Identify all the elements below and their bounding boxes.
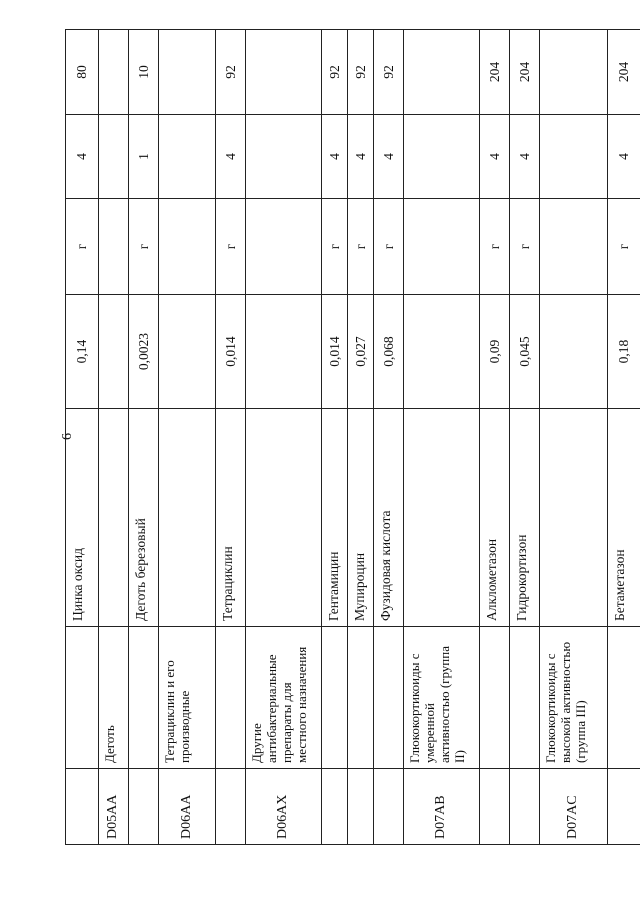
substance-cell: Гидрокортизон xyxy=(510,409,540,627)
group-cell: Другие антибактериальные препараты для местного назначения xyxy=(246,627,322,769)
substance-cell xyxy=(159,409,216,627)
group-cell: Глюкокортикоиды с высокой активностью (группа III) xyxy=(540,627,608,769)
substance-cell xyxy=(404,409,480,627)
table-body xyxy=(66,30,640,845)
substance-cell: Гентамицин xyxy=(322,409,348,627)
table-row xyxy=(246,30,322,845)
amount-cell: 0,0023 xyxy=(129,295,159,409)
code-cell xyxy=(348,769,374,845)
amount-cell: 0,068 xyxy=(374,295,404,409)
days-cell: 4 xyxy=(322,115,348,199)
amount-cell xyxy=(540,295,608,409)
table-row xyxy=(348,30,374,845)
amount-cell: 0,027 xyxy=(348,295,374,409)
amount-cell: 0,014 xyxy=(322,295,348,409)
price-cell xyxy=(404,30,480,115)
days-cell: 4 xyxy=(374,115,404,199)
table-row xyxy=(404,30,480,845)
days-cell: 4 xyxy=(510,115,540,199)
group-cell xyxy=(322,627,348,769)
price-cell: 92 xyxy=(374,30,404,115)
table-row xyxy=(129,30,159,845)
code-cell: D05AA xyxy=(99,769,129,845)
group-cell xyxy=(608,627,640,769)
table-row xyxy=(540,30,608,845)
days-cell: 4 xyxy=(216,115,246,199)
page-number: 6 xyxy=(60,433,75,440)
price-cell xyxy=(159,30,216,115)
rotated-page xyxy=(65,30,632,845)
table-row xyxy=(66,30,99,845)
unit-cell: г xyxy=(374,199,404,295)
price-cell: 204 xyxy=(510,30,540,115)
code-cell xyxy=(374,769,404,845)
amount-cell: 0,14 xyxy=(66,295,99,409)
table-row xyxy=(159,30,216,845)
price-cell xyxy=(246,30,322,115)
unit-cell: г xyxy=(348,199,374,295)
unit-cell: г xyxy=(480,199,510,295)
group-cell xyxy=(216,627,246,769)
unit-cell: г xyxy=(608,199,640,295)
code-cell xyxy=(608,769,640,845)
group-cell xyxy=(348,627,374,769)
group-cell xyxy=(66,627,99,769)
days-cell xyxy=(540,115,608,199)
substance-cell xyxy=(99,409,129,627)
amount-cell: 0,09 xyxy=(480,295,510,409)
table-row xyxy=(608,30,640,845)
amount-cell: 0,014 xyxy=(216,295,246,409)
code-cell xyxy=(129,769,159,845)
unit-cell: г xyxy=(129,199,159,295)
price-cell xyxy=(99,30,129,115)
code-cell xyxy=(216,769,246,845)
unit-cell: г xyxy=(66,199,99,295)
days-cell xyxy=(159,115,216,199)
group-cell: Деготь xyxy=(99,627,129,769)
group-cell: Тетрациклин и его производные xyxy=(159,627,216,769)
days-cell: 4 xyxy=(608,115,640,199)
table-row xyxy=(216,30,246,845)
amount-cell xyxy=(404,295,480,409)
days-cell xyxy=(99,115,129,199)
code-cell xyxy=(510,769,540,845)
substance-cell xyxy=(540,409,608,627)
price-cell: 92 xyxy=(322,30,348,115)
group-cell xyxy=(129,627,159,769)
table-row xyxy=(99,30,129,845)
price-cell: 80 xyxy=(66,30,99,115)
code-cell xyxy=(66,769,99,845)
days-cell: 4 xyxy=(480,115,510,199)
substance-cell: Деготь березовый xyxy=(129,409,159,627)
table-row xyxy=(374,30,404,845)
substance-cell: Алклометазон xyxy=(480,409,510,627)
code-cell xyxy=(480,769,510,845)
price-cell: 92 xyxy=(216,30,246,115)
substance-cell: Мупироцин xyxy=(348,409,374,627)
code-cell: D07AB xyxy=(404,769,480,845)
days-cell: 4 xyxy=(66,115,99,199)
unit-cell: г xyxy=(216,199,246,295)
unit-cell xyxy=(540,199,608,295)
code-cell: D06AX xyxy=(246,769,322,845)
price-cell xyxy=(540,30,608,115)
substance-cell: Фузидовая кислота xyxy=(374,409,404,627)
code-cell: D06AA xyxy=(159,769,216,845)
unit-cell xyxy=(159,199,216,295)
price-cell: 92 xyxy=(348,30,374,115)
unit-cell xyxy=(99,199,129,295)
amount-cell xyxy=(246,295,322,409)
days-cell xyxy=(404,115,480,199)
price-cell: 10 xyxy=(129,30,159,115)
days-cell xyxy=(246,115,322,199)
code-cell xyxy=(322,769,348,845)
drug-table xyxy=(65,29,640,845)
table-row xyxy=(480,30,510,845)
price-cell: 204 xyxy=(480,30,510,115)
table-row xyxy=(322,30,348,845)
unit-cell xyxy=(246,199,322,295)
substance-cell xyxy=(246,409,322,627)
substance-cell: Тетрациклин xyxy=(216,409,246,627)
days-cell: 4 xyxy=(348,115,374,199)
amount-cell: 0,045 xyxy=(510,295,540,409)
group-cell xyxy=(510,627,540,769)
days-cell: 1 xyxy=(129,115,159,199)
code-cell: D07AC xyxy=(540,769,608,845)
group-cell: Глюкокортикоиды с умеренной активностью (группа II) xyxy=(404,627,480,769)
unit-cell: г xyxy=(322,199,348,295)
amount-cell xyxy=(159,295,216,409)
substance-cell: Цинка оксид xyxy=(66,409,99,627)
amount-cell xyxy=(99,295,129,409)
amount-cell: 0,18 xyxy=(608,295,640,409)
unit-cell: г xyxy=(510,199,540,295)
substance-cell: Бетаметазон xyxy=(608,409,640,627)
group-cell xyxy=(480,627,510,769)
price-cell: 204 xyxy=(608,30,640,115)
unit-cell xyxy=(404,199,480,295)
table-row xyxy=(510,30,540,845)
group-cell xyxy=(374,627,404,769)
